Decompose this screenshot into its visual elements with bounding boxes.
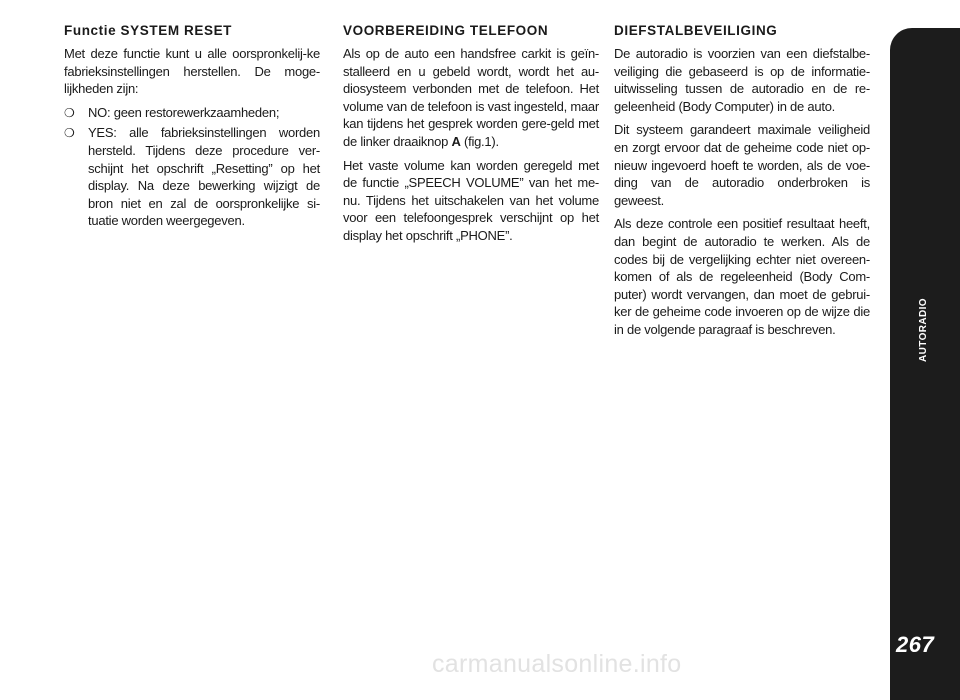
heading-phone-preparation: VOORBEREIDING TELEFOON <box>343 23 549 38</box>
anti-theft-paragraph-1: De autoradio is voorzien van een diefstalbe-veiliging die gebaseerd is op de informatie-uitwisseling tussen de autoradio en de re-geleenheid (Body Computer) in de auto. <box>614 46 870 114</box>
column-system-reset <box>64 22 320 232</box>
list-item <box>64 124 320 230</box>
bullet-text-yes: YES: alle fabrieksinstellingen worden hersteld. Tijdens deze procedure ver-schijnt het opschrift „Resetting” op het display. Na deze bewerking wijzigt de bron niet en zal de oorspronkelijke si-tuatie worden weergegeven. <box>88 125 320 229</box>
heading-system-reset: Functie SYSTEM RESET <box>64 23 233 38</box>
list-item <box>64 104 320 123</box>
heading-anti-theft: DIEFSTALBEVEILIGING <box>614 23 778 38</box>
phone-para1-text: Als op de auto een handsfree carkit is geïn-stalleerd en u gebeld wordt, wordt het au-diosysteem verbonden met de telefoon. Het volume van de telefoon is vast ingesteld, maar kan tijdens het gesprek worden gere-geld met de linker draaiknop <box>343 46 599 149</box>
phone-paragraph-1 <box>343 45 599 151</box>
section-sidebar-tab <box>890 28 960 700</box>
section-label: AUTORADIO <box>918 298 929 362</box>
circle-bullet-icon: ❍ <box>64 105 75 120</box>
knob-reference-letter: A <box>451 133 461 149</box>
intro-paragraph: Met deze functie kunt u alle oorspronkelij-ke fabrieksinstellingen herstellen. De moge-lijkheden zijn: <box>64 46 320 97</box>
bullet-text-no: NO: geen restorewerkzaamheden; <box>88 104 280 120</box>
page-number: 267 <box>896 632 935 657</box>
anti-theft-paragraph-2: Dit systeem garandeert maximale veiligheid en zorgt ervoor dat de geheime code niet op-nieuw ingevoerd hoeft te worden, als de voe-ding van de autoradio onderbroken is geweest. <box>614 122 870 208</box>
anti-theft-paragraph-3: Als deze controle een positief resultaat heeft, dan begint de autoradio te werken. Als de codes bij de vergelijking echter niet overeen-komen of als de regeleenheid (Body Com-puter) wordt vervangen, dan moet de gebrui-ker de geheime code invoeren op de wijze die in de volgende paragraaf is beschreven. <box>614 216 870 337</box>
watermark: carmanualsonline.info <box>432 650 682 678</box>
column-anti-theft <box>614 22 870 345</box>
circle-bullet-icon: ❍ <box>64 126 75 141</box>
column-phone-preparation <box>343 22 599 251</box>
figure-reference: (fig.1). <box>464 133 499 149</box>
phone-paragraph-2: Het vaste volume kan worden geregeld met de functie „SPEECH VOLUME” van het me-nu. Tijdens het uitschakelen van het volume voor een telefoongesprek verschijnt op het display het opschrift „PHONE”. <box>343 157 599 243</box>
